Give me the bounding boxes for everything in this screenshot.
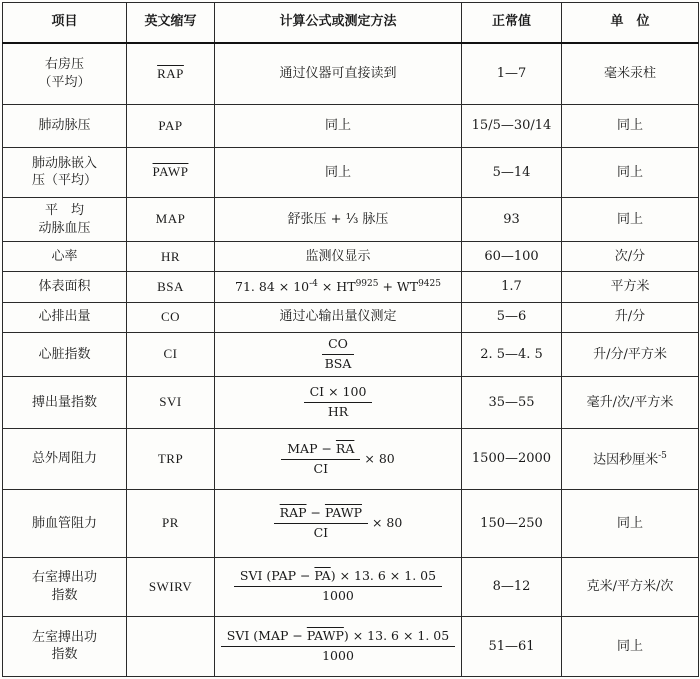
row-name xyxy=(3,429,127,489)
row-method: 通过心输出量仪测定 xyxy=(215,302,462,332)
numerator: CI × 100 xyxy=(304,384,373,403)
row-name-text: 心排出量 xyxy=(38,309,91,325)
table-row xyxy=(3,302,699,332)
row-abbr xyxy=(127,429,215,489)
row-method: 监测仪显示 xyxy=(215,242,462,272)
fraction xyxy=(234,568,442,605)
row-normal: 93 xyxy=(462,197,562,241)
abbr-text: BSA xyxy=(157,278,184,294)
table-row xyxy=(3,429,699,489)
row-normal: 35—55 xyxy=(462,377,562,429)
fraction xyxy=(304,384,373,421)
multiplier: × 80 xyxy=(371,515,403,531)
row-method-bsa-formula xyxy=(215,272,462,302)
row-name-text: 肺动脉压 xyxy=(38,118,91,134)
denominator: HR xyxy=(327,404,349,420)
bsa-exp: -4 xyxy=(309,279,318,289)
bsa-part: × HT xyxy=(317,279,356,295)
bsa-part: + WT xyxy=(378,279,419,295)
numerator: CO xyxy=(322,336,354,355)
table-row xyxy=(3,242,699,272)
unit-main: 达因秒厘米 xyxy=(593,451,659,467)
row-name-text: 左室搏出功 指数 xyxy=(31,629,97,663)
numerator: MAP − $\overline{RA}$ xyxy=(281,441,360,460)
numerator: SVI (MAP − PAWP) × 13. 6 × 1. 05 xyxy=(221,628,455,647)
row-name xyxy=(3,43,127,105)
denominator: CI xyxy=(313,524,329,540)
row-method: 通过仪器可直接读到 xyxy=(215,43,462,105)
table-row xyxy=(3,43,699,105)
row-abbr xyxy=(127,377,215,429)
header-row xyxy=(3,3,699,43)
abbr-text: TRP xyxy=(157,450,184,466)
fraction xyxy=(221,628,455,665)
row-name xyxy=(3,197,127,241)
fraction xyxy=(281,441,360,478)
table-row xyxy=(3,332,699,376)
header-unit: 单 位 xyxy=(562,3,699,43)
row-normal: 1.7 xyxy=(462,272,562,302)
table-row xyxy=(3,272,699,302)
row-name xyxy=(3,105,127,147)
header-formula: 计算公式或测定方法 xyxy=(215,3,462,43)
abbr-text: $\overline{RAP}$ xyxy=(157,65,184,81)
denominator: 1000 xyxy=(322,588,354,604)
row-name-text: 心率 xyxy=(51,249,78,265)
table-row xyxy=(3,377,699,429)
row-unit: 同上 xyxy=(562,105,699,147)
row-normal: 8—12 xyxy=(462,558,562,616)
row-abbr xyxy=(127,558,215,616)
abbr-text: MAP xyxy=(155,211,186,227)
numerator: $\overline{RAP}$ − PAWP xyxy=(274,505,368,524)
row-method-fraction xyxy=(215,377,462,429)
row-name-text: 肺动脉嵌入 压（平均） xyxy=(31,155,97,189)
row-unit: 平方米 xyxy=(562,272,699,302)
abbr-text: HR xyxy=(160,248,181,264)
numerator: SVI $(PAP - \overline{PA}) \times 13$. 6 × 1. 05 xyxy=(234,568,442,587)
bsa-exp: 9425 xyxy=(418,279,441,289)
table-row xyxy=(3,558,699,616)
table-row xyxy=(3,489,699,557)
row-normal: 5—6 xyxy=(462,302,562,332)
row-method-fraction xyxy=(215,558,462,616)
row-name xyxy=(3,332,127,376)
row-name-text: 右房压 （平均） xyxy=(38,57,91,90)
row-name xyxy=(3,558,127,616)
row-name xyxy=(3,302,127,332)
abbr-text: SVI xyxy=(159,394,182,410)
header-item: 项目 xyxy=(3,3,127,43)
unit-exponent: -5 xyxy=(658,450,667,461)
row-name-text: 平 均 动脉血压 xyxy=(38,203,91,236)
row-abbr xyxy=(127,242,215,272)
row-name xyxy=(3,242,127,272)
abbr-text: PR xyxy=(162,515,179,531)
row-abbr xyxy=(127,105,215,147)
row-name-text: 心脏指数 xyxy=(38,346,91,362)
row-normal: 2. 5—4. 5 xyxy=(462,332,562,376)
abbr-text: SWIRV xyxy=(148,578,193,594)
row-unit: 同上 xyxy=(562,147,699,197)
row-unit: 毫米汞柱 xyxy=(562,43,699,105)
row-normal: 1500—2000 xyxy=(462,429,562,489)
row-name xyxy=(3,272,127,302)
row-unit: 同上 xyxy=(562,616,699,676)
row-normal: 150—250 xyxy=(462,489,562,557)
row-unit: 升/分 xyxy=(562,302,699,332)
row-method-fraction xyxy=(215,616,462,676)
row-name-text: 肺血管阻力 xyxy=(31,515,97,531)
row-abbr xyxy=(127,272,215,302)
row-unit: 克米/平方米/次 xyxy=(562,558,699,616)
row-normal: 1—7 xyxy=(462,43,562,105)
row-normal: 60—100 xyxy=(462,242,562,272)
row-method: 同上 xyxy=(215,147,462,197)
row-unit: 同上 xyxy=(562,489,699,557)
row-name xyxy=(3,147,127,197)
row-name xyxy=(3,489,127,557)
bsa-exp: 9925 xyxy=(355,279,379,289)
denominator: BSA xyxy=(324,355,352,371)
row-abbr xyxy=(127,197,215,241)
row-unit: 毫升/次/平方米 xyxy=(562,377,699,429)
fraction xyxy=(322,336,354,373)
abbr-text: CI xyxy=(163,346,178,362)
fraction xyxy=(274,505,368,542)
table-row xyxy=(3,105,699,147)
abbr-text: CO xyxy=(160,308,181,324)
row-method: 同上 xyxy=(215,105,462,147)
denominator: 1000 xyxy=(322,647,354,663)
row-unit xyxy=(562,429,699,489)
row-abbr xyxy=(127,489,215,557)
row-name-text: 搏出量指数 xyxy=(31,394,97,410)
hemodynamic-table xyxy=(2,2,699,677)
bsa-part: 71. 84 × 10 xyxy=(235,279,310,295)
row-abbr xyxy=(127,616,215,676)
row-unit: 同上 xyxy=(562,197,699,241)
table-row xyxy=(3,197,699,241)
denominator: CI xyxy=(313,460,329,476)
row-normal: 5—14 xyxy=(462,147,562,197)
row-name xyxy=(3,616,127,676)
row-normal: 51—61 xyxy=(462,616,562,676)
row-name-text: 总外周阻力 xyxy=(31,451,97,467)
abbr-text: PAWP xyxy=(152,164,189,180)
abbr-text: PAP xyxy=(158,117,183,133)
row-name-text: 右室搏出功 指数 xyxy=(31,570,97,603)
row-method-fraction xyxy=(215,489,462,557)
row-name xyxy=(3,377,127,429)
row-name-text: 体表面积 xyxy=(38,279,91,295)
row-unit: 升/分/平方米 xyxy=(562,332,699,376)
multiplier: × 80 xyxy=(364,450,395,466)
row-method-fraction xyxy=(215,429,462,489)
row-abbr xyxy=(127,43,215,105)
header-abbreviation: 英文缩写 xyxy=(127,3,215,43)
row-abbr xyxy=(127,147,215,197)
table-row xyxy=(3,616,699,676)
row-unit: 次/分 xyxy=(562,242,699,272)
row-abbr xyxy=(127,302,215,332)
header-normal-value: 正常值 xyxy=(462,3,562,43)
row-method: 舒张压 + ⅓ 脉压 xyxy=(215,197,462,241)
row-method-fraction xyxy=(215,332,462,376)
row-normal: 15/5—30/14 xyxy=(462,105,562,147)
table-row xyxy=(3,147,699,197)
row-abbr xyxy=(127,332,215,376)
